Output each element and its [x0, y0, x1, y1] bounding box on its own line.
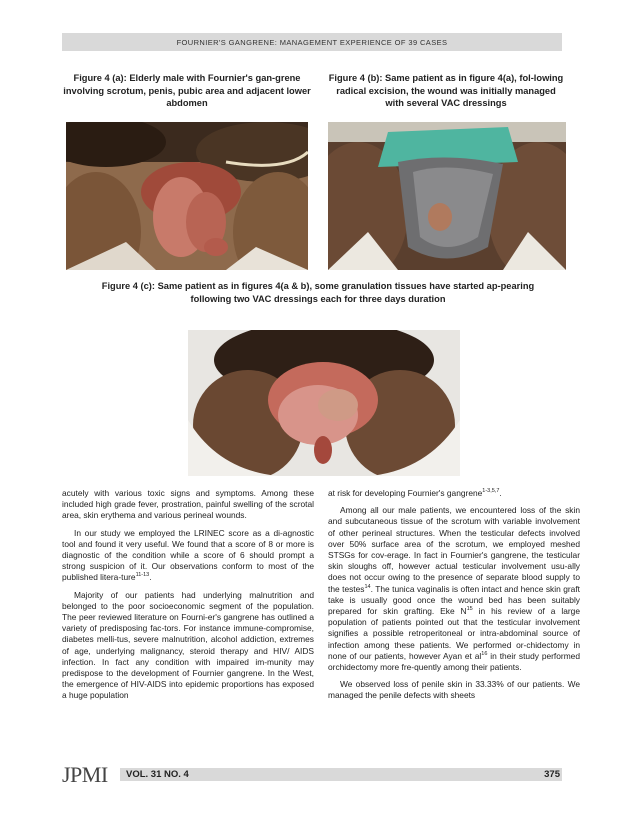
running-header: [62, 33, 562, 51]
figure-4a-photo: [66, 122, 308, 270]
running-title: FOURNIER'S GANGRENE: MANAGEMENT EXPERIENCE OF 39 CASES: [176, 37, 448, 47]
body-right-column: [328, 488, 580, 708]
left-paragraph-1: acutely with various toxic signs and symptoms. Among these included high grade fever, prostration, painful swelling of the scrotal area, skin erythema and various perineal wounds.: [62, 488, 314, 521]
footer-volume: VOL. 31 NO. 4: [126, 769, 189, 780]
right-paragraph-1: at risk for developing Fournier's gangrene$^{1-3,5,7}$.: [328, 488, 502, 498]
figure-4c-photo: [188, 330, 460, 476]
left-paragraph-2: In our study we employed the LRINEC score as a di-agnostic tool and found it very useful. We found that a score of 8 or more is diagnostic of the condition while a score of 6 should prompt a strong suspicion of it. Our observations conform to most of the published litera-ture$^{11-13}$.: [62, 527, 314, 583]
reference: 14: [364, 583, 371, 590]
figure-4a-caption: Figure 4 (a): Elderly male with Fournier's gan-grene involving scrotum, penis, pubic area and adjacent lower abdomen: [63, 73, 311, 108]
reference: 16: [481, 651, 488, 658]
body-left-column: [62, 488, 314, 708]
figure-4c-caption: Figure 4 (c): Same patient as in figures 4(a & b), some granulation tissues have started ap-pearing following two VAC dressings each for three days duration: [101, 281, 535, 304]
reference: 11-13: [135, 572, 150, 579]
figure-4b-caption: Figure 4 (b): Same patient as in figure 4(a), fol-lowing radical excision, the wound was initially managed with several VAC dressings: [328, 73, 564, 108]
right-paragraph-3: We observed loss of penile skin in 33.33% of our patients. We managed the penile defects with sheets: [328, 679, 580, 701]
reference: 1-3,5,7: [482, 488, 500, 495]
left-paragraph-3: Majority of our patients had underlying malnutrition and belonged to the poor socioeconomic segment of the population. The peer reviewed literature on Fourni-er's gangrene has outlined a variety of predisposing fac-tors. For instance immune-compromise, diabetes melli-tus, severe malnutrition, alcohol addiction, extremes of age, underlying malignancy, steroid therapy and HIV/ AIDS infection. In fact any condition with impaired im-munity may predispose to the development of Fournier gangrene. In the West, the emergence of HIV-AIDS into epidemic proportions has exposed a huge population: [62, 589, 314, 701]
reference: 15: [466, 606, 473, 613]
page-number: 375: [544, 769, 560, 780]
journal-logo: JPMI: [62, 762, 108, 787]
right-paragraph-2: Among all our male patients, we encountered loss of the skin and subcutaneous tissue of the scrotum with variable involvement of other perineal structures. When the testicular defects involved over 50% surface area of the scrotum, we employed meshed STSGs for cov-erage. In fact in Fournier's gangrene, the testicular skin sloughs off, however actual testicular involvement usu-ally does not occur owing to the presence of separate blood supply to the testes$^{14}$. The tunica vaginalis is often intact and hence skin graft take is usually good once the wound bed has been suitably prepared for skin grafting. Eke $N^{15}$ in his review of a large population of patients pointed out that the testicular involvement signifies a possible retroperitoneal or intra-abdominal source of infection among these patients. We performed or-chidectomy in none of our patients, however Ayan et $al^{16}$ in their study performed orchidectomy more fre-quently among their patients.: [328, 505, 580, 673]
figure-4b-photo: [328, 122, 566, 270]
